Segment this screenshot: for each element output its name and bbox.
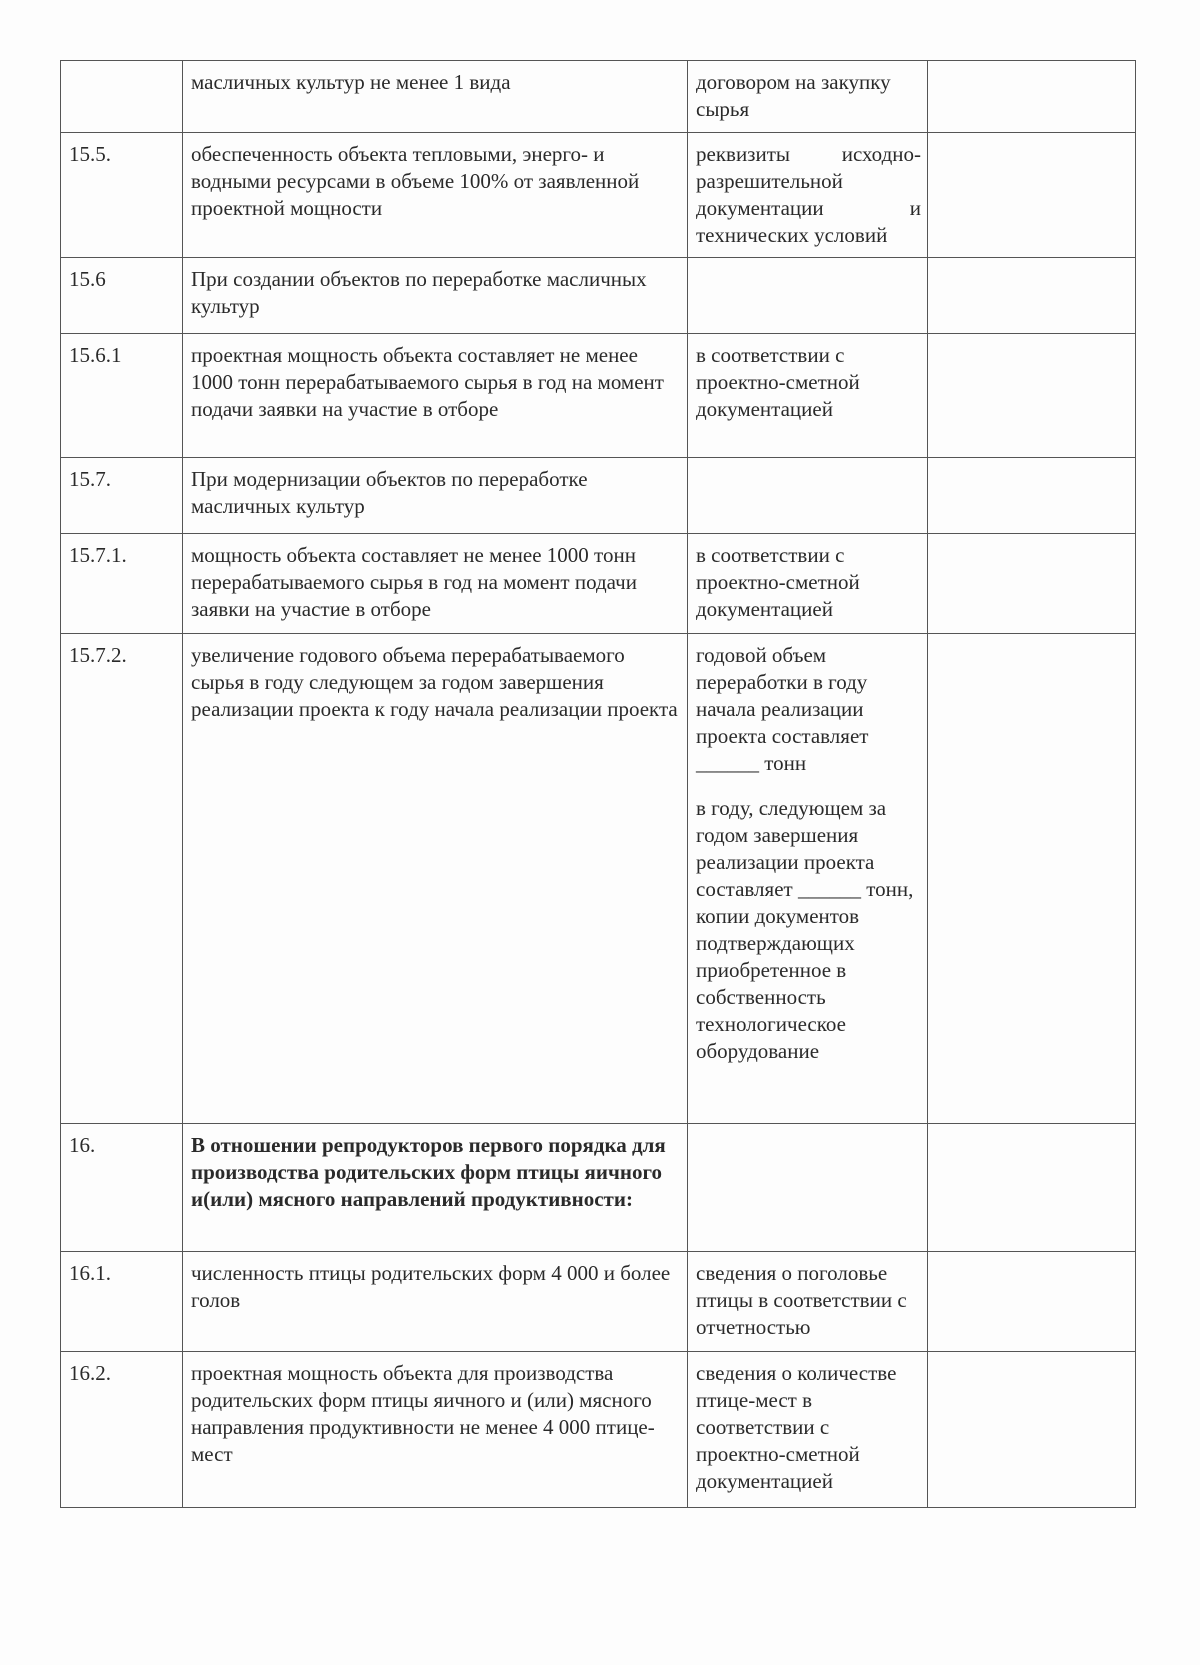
criterion-cell: При модернизации объектов по переработке масличных культур <box>183 458 688 534</box>
document-text: договором на закупку сырья <box>696 70 891 121</box>
document-text: в соответствии с проектно-сметной документацией <box>696 343 860 421</box>
document-text: реквизиты исходно-разрешительной документации и технических условий <box>696 142 921 247</box>
mark-cell <box>928 1124 1136 1252</box>
mark-cell <box>928 458 1136 534</box>
document-cell <box>688 534 928 634</box>
criterion-cell: обеспеченность объекта тепловыми, энерго- и водными ресурсами в объеме 100% от заявленной проектной мощности <box>183 133 688 258</box>
table-row <box>61 1124 1136 1252</box>
table-row <box>61 534 1136 634</box>
mark-cell <box>928 61 1136 133</box>
document-text: в соответствии с проектно-сметной документацией <box>696 543 860 621</box>
mark-cell <box>928 258 1136 334</box>
criterion-cell: численность птицы родительских форм 4 000 и более голов <box>183 1252 688 1352</box>
row-number: 15.7. <box>61 458 183 534</box>
row-number: 16. <box>61 1124 183 1252</box>
row-number: 15.5. <box>61 133 183 258</box>
document-cell <box>688 258 928 334</box>
mark-cell <box>928 1352 1136 1508</box>
row-number: 15.7.2. <box>61 634 183 1124</box>
criterion-cell: мощность объекта составляет не менее 1000 тонн перерабатываемого сырья в год на момент подачи заявки на участие в отборе <box>183 534 688 634</box>
mark-cell <box>928 1252 1136 1352</box>
row-number: 15.7.1. <box>61 534 183 634</box>
document-cell <box>688 133 928 258</box>
document-text: в году, следующем за годом завершения реализации проекта составляет ______ тонн, копии документов подтверждающих приобретенное в собственность технологическое оборудование <box>696 796 914 1063</box>
table-row <box>61 1352 1136 1508</box>
row-number: 16.2. <box>61 1352 183 1508</box>
document-cell <box>688 458 928 534</box>
document-text: сведения о поголовье птицы в соответствии с отчетностью <box>696 1261 907 1339</box>
table-row <box>61 258 1136 334</box>
criterion-cell: увеличение годового объема перерабатываемого сырья в году следующем за годом завершения реализации проекта к году начала реализации проекта <box>183 634 688 1124</box>
row-number <box>61 61 183 133</box>
document-text: сведения о количестве птице-мест в соответствии с проектно-сметной документацией <box>696 1361 897 1493</box>
row-number: 15.6.1 <box>61 334 183 458</box>
document-cell <box>688 61 928 133</box>
mark-cell <box>928 133 1136 258</box>
row-number: 15.6 <box>61 258 183 334</box>
table-row <box>61 133 1136 258</box>
table-row <box>61 634 1136 1124</box>
mark-cell <box>928 634 1136 1124</box>
table-row <box>61 458 1136 534</box>
document-cell <box>688 634 928 1124</box>
criterion-cell: проектная мощность объекта для производства родительских форм птицы яичного и (или) мясного направления продуктивности не менее 4 000 птице-мест <box>183 1352 688 1508</box>
table-row <box>61 1252 1136 1352</box>
criterion-cell: масличных культур не менее 1 вида <box>183 61 688 133</box>
document-cell <box>688 1252 928 1352</box>
criterion-cell: При создании объектов по переработке масличных культур <box>183 258 688 334</box>
criterion-cell: В отношении репродукторов первого порядка для производства родительских форм птицы яичного и(или) мясного направлений продуктивности: <box>183 1124 688 1252</box>
document-cell <box>688 1124 928 1252</box>
mark-cell <box>928 334 1136 458</box>
document-cell <box>688 334 928 458</box>
document-cell <box>688 1352 928 1508</box>
table-row <box>61 334 1136 458</box>
criterion-cell: проектная мощность объекта составляет не менее 1000 тонн перерабатываемого сырья в год на момент подачи заявки на участие в отборе <box>183 334 688 458</box>
document-text: годовой объем переработки в году начала реализации проекта составляет ______ тонн <box>696 643 869 775</box>
criteria-table <box>60 60 1136 1508</box>
row-number: 16.1. <box>61 1252 183 1352</box>
table-row <box>61 61 1136 133</box>
mark-cell <box>928 534 1136 634</box>
